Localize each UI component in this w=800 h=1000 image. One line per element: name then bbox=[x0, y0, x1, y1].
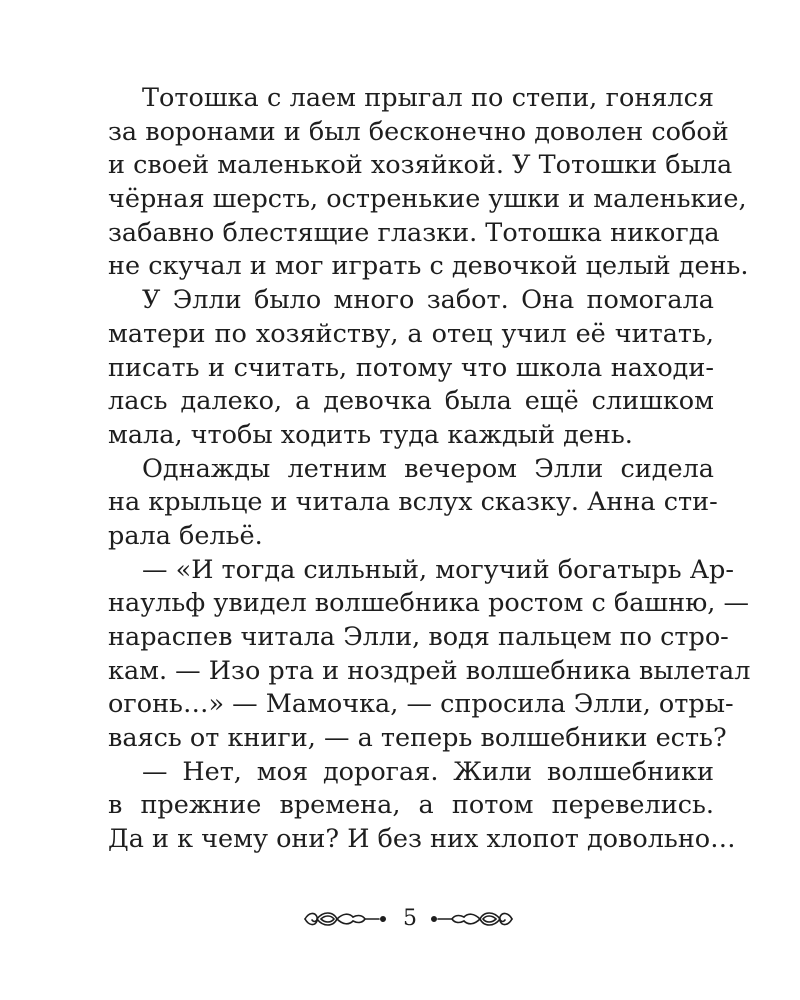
text-line: на крыльце и читала вслух сказку. Анна сти- bbox=[108, 487, 718, 518]
paragraph bbox=[108, 756, 736, 857]
text-line: У Элли было много забот. Она помогала bbox=[142, 285, 714, 316]
text-line: мала, чтобы ходить туда каждый день. bbox=[108, 419, 633, 450]
text-line: и своей маленькой хозяйкой. У Тотошки была bbox=[108, 150, 733, 181]
paragraph bbox=[108, 82, 749, 284]
body-text bbox=[108, 82, 751, 857]
text-line: забавно блестящие глазки. Тотошка никогда bbox=[108, 217, 720, 248]
text-line: огонь…» — Мамочка, — спросила Элли, отры- bbox=[108, 689, 734, 720]
text-line: Тотошка с лаем прыгал по степи, гонялся bbox=[142, 83, 714, 113]
page-footer bbox=[0, 900, 800, 940]
text-line: ваясь от книги, — а теперь волшебники есть? bbox=[108, 723, 727, 754]
text-line: Однажды летним вечером Элли сидела bbox=[142, 453, 714, 484]
text-line: рала бельё. bbox=[108, 520, 263, 551]
text-line: кам. — Изо рта и ноздрей волшебника вылетал bbox=[108, 655, 751, 686]
text-line: чёрная шерсть, остренькие ушки и маленькие, bbox=[108, 184, 747, 215]
flourish-ornament-icon bbox=[303, 908, 389, 930]
page-number: 5 bbox=[403, 906, 417, 931]
text-line: матери по хозяйству, а отец учил её читать, bbox=[108, 318, 714, 349]
text-line: наульф увидел волшебника ростом с башню, — bbox=[108, 588, 750, 619]
paragraph bbox=[108, 554, 751, 756]
text-line: — Нет, моя дорогая. Жили волшебники bbox=[142, 756, 714, 787]
flourish-ornament-icon bbox=[428, 908, 514, 930]
paragraph bbox=[108, 284, 714, 452]
paragraph bbox=[108, 453, 718, 554]
text-line: в прежние времена, а потом перевелись. bbox=[108, 790, 714, 821]
text-line: — «И тогда сильный, могучий богатырь Ар- bbox=[142, 554, 734, 585]
text-line: Да и к чему они? И без них хлопот довольно… bbox=[108, 824, 736, 855]
text-line: лась далеко, а девочка была ещё слишком bbox=[108, 386, 714, 417]
text-line: не скучал и мог играть с девочкой целый день. bbox=[108, 251, 749, 282]
text-line: писать и считать, потому что школа находи- bbox=[108, 352, 714, 383]
text-line: нараспев читала Элли, водя пальцем по стро- bbox=[108, 622, 729, 652]
text-line: за воронами и был бесконечно доволен собой bbox=[108, 116, 729, 147]
